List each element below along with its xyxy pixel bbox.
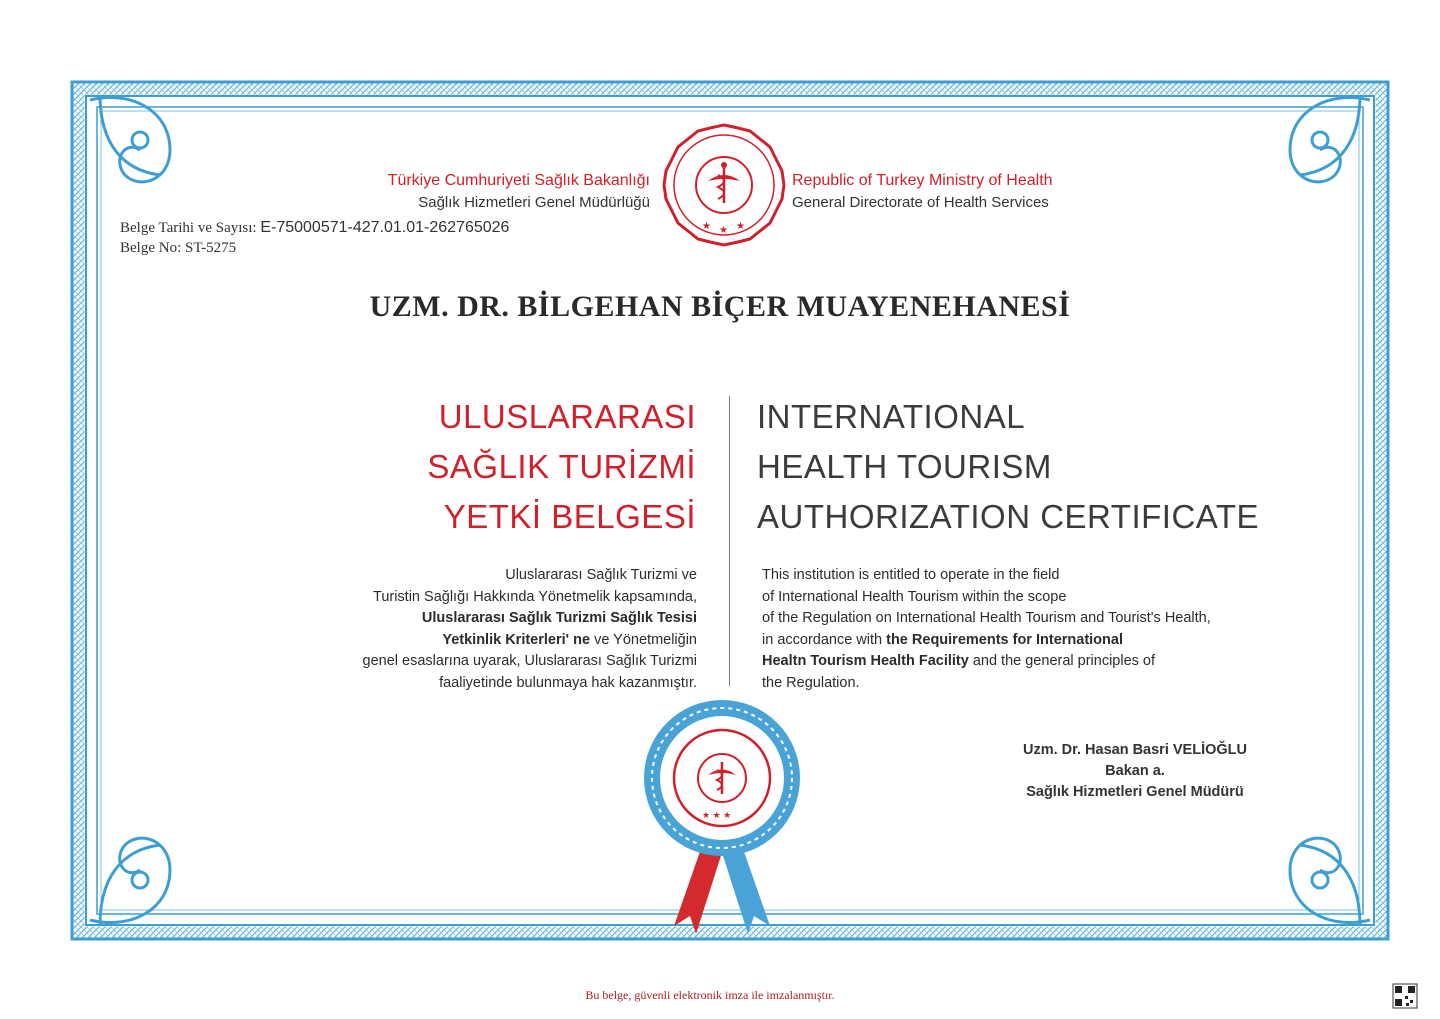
ministry-en-line2: General Directorate of Health Services [792, 194, 1049, 211]
body-en-line: and the general principles of [968, 653, 1156, 669]
body-en-line: This institution is entitled to operate in the field [762, 567, 1060, 583]
title-en-line: HEALTH TOURISM [757, 448, 1052, 485]
corner-ornament-bl [90, 838, 170, 925]
svg-text:★: ★ [736, 221, 745, 232]
corner-ornament-tl [90, 95, 170, 182]
ministry-seal [664, 125, 784, 245]
body-tr-bold: Yetkinlik Kriterleri' ne [442, 631, 591, 648]
column-divider [729, 396, 730, 686]
title-tr-line: ULUSLARARASI [438, 398, 696, 435]
svg-text:★: ★ [702, 221, 711, 232]
body-en-bold: Healtn Tourism Health Facility [762, 653, 969, 669]
document-meta [120, 218, 509, 258]
body-tr-line: faaliyetinde bulunmaya hak kazanmıştır. [439, 674, 697, 691]
body-en-line: of the Regulation on International Health Tourism and Tourist's Health, [762, 610, 1211, 626]
signer-title: Sağlık Hizmetleri Genel Müdürü [1026, 784, 1244, 800]
body-tr-bold: Uluslararası Sağlık Turizmi Sağlık Tesisi [421, 610, 697, 626]
body-en-line: in accordance with [762, 631, 887, 648]
body-text-turkish [270, 565, 697, 694]
date-number-label: Belge Tarihi ve Sayısı: [120, 220, 257, 236]
body-tr-line: Turistin Sağlığı Hakkında Yönetmelik kapsamında, [373, 588, 697, 605]
ministry-tr-line1: Türkiye Cumhuriyeti Sağlık Bakanlığı [387, 172, 650, 189]
date-number-value: E-75000571-427.01.01-262765026 [260, 219, 510, 236]
body-en-line: of International Health Tourism within the scope [762, 588, 1067, 605]
body-tr-line: Uluslararası Sağlık Turizmi ve [505, 567, 697, 583]
title-tr-line: YETKİ BELGESİ [443, 498, 696, 535]
body-tr-line: ve Yönetmeliğin [590, 631, 697, 648]
ministry-tr-line2: Sağlık Hizmetleri Genel Müdürlüğü [418, 194, 650, 211]
ministry-name-tr [330, 170, 650, 213]
body-text-english [762, 565, 1342, 694]
corner-ornament-br [1290, 838, 1370, 925]
corner-ornament-tr [1290, 95, 1370, 182]
ministry-name-en [792, 170, 1132, 213]
title-tr-line: SAĞLIK TURİZMİ [427, 448, 696, 485]
body-en-line: the Regulation. [762, 674, 860, 691]
clinic-name: UZM. DR. BİLGEHAN BİÇER MUAYENEHANESİ [369, 290, 1071, 323]
body-tr-line: genel esaslarına uyarak, Uluslararası Sağlık Turizmi [362, 653, 697, 669]
title-turkish [300, 392, 696, 542]
signature-block [960, 740, 1310, 803]
svg-text:★: ★ [719, 225, 728, 236]
ministry-en-line1: Republic of Turkey Ministry of Health [792, 172, 1053, 189]
body-en-bold: the Requirements for International [886, 631, 1123, 648]
svg-text:★ ★ ★: ★ ★ ★ [702, 810, 732, 820]
signer-name: Uzm. Dr. Hasan Basri VELİOĞLU [1022, 742, 1247, 758]
rosette-seal [644, 700, 800, 934]
title-en-line: INTERNATIONAL [757, 398, 1026, 435]
title-en-line: AUTHORIZATION CERTIFICATE [757, 498, 1260, 535]
signer-on-behalf: Bakan a. [1105, 763, 1165, 779]
doc-no-label: Belge No: ST-5275 [120, 240, 237, 256]
e-signature-note: Bu belge, güvenli elektronik imza ile imzalanmıştır. [585, 988, 835, 1002]
title-english [757, 392, 1317, 542]
